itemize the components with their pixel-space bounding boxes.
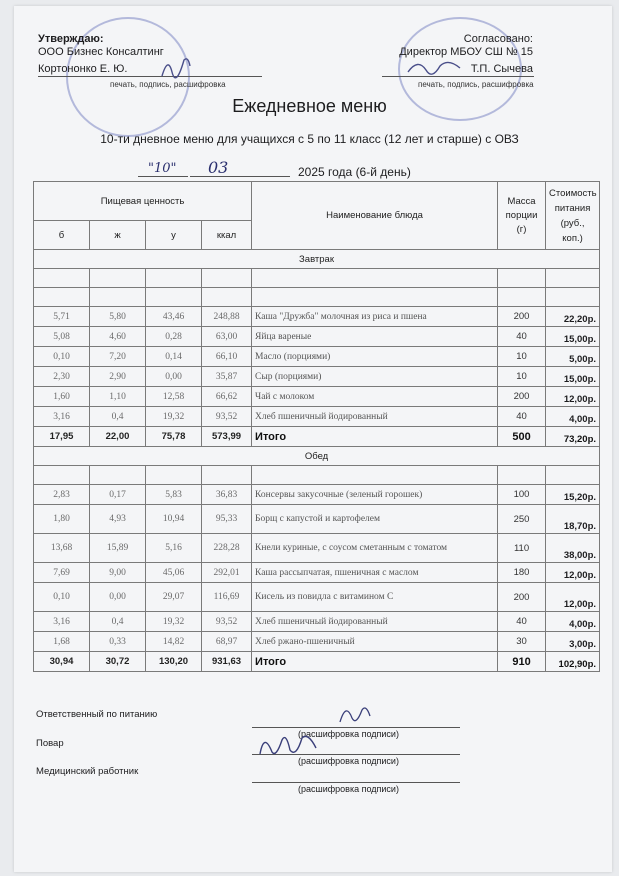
dish-name-cell: Хлеб пшеничный йодированный	[252, 612, 498, 632]
carb-cell: 29,07	[146, 583, 202, 612]
carb-cell: 12,58	[146, 387, 202, 407]
fat-cell: 4,60	[90, 327, 146, 347]
kcal-cell: 93,52	[202, 407, 252, 427]
price-cell: 12,00р.	[546, 563, 600, 583]
carb-cell: 0,00	[146, 367, 202, 387]
total-label: Итого	[252, 427, 498, 447]
dish-name-cell: Хлеб ржано-пшеничный	[252, 632, 498, 652]
approve-caption: печать, подпись, расшифровка	[110, 80, 226, 89]
fat-cell: 4,93	[90, 505, 146, 534]
carb-cell: 19,32	[146, 407, 202, 427]
table-row	[34, 367, 600, 387]
dish-name-cell: Масло (порциями)	[252, 347, 498, 367]
agree-signature-scribble	[404, 56, 464, 82]
fat-cell: 0,00	[90, 583, 146, 612]
fat-cell: 22,00	[90, 427, 146, 447]
mass-cell: 200	[498, 583, 546, 612]
price-cell: 38,00р.	[546, 534, 600, 563]
spacer-row	[34, 269, 600, 288]
protein-header: б	[34, 221, 90, 250]
approve-signature-line	[38, 76, 262, 77]
kcal-cell: 931,63	[202, 652, 252, 672]
kcal-cell: 573,99	[202, 427, 252, 447]
price-cell: 4,00р.	[546, 407, 600, 427]
price-cell: 18,70р.	[546, 505, 600, 534]
fat-cell: 0,4	[90, 612, 146, 632]
nutrition-header: Пищевая ценность	[34, 182, 252, 221]
mass-cell: 10	[498, 347, 546, 367]
dish-name-cell: Борщ с капустой и картофелем	[252, 505, 498, 534]
protein-cell: 2,30	[34, 367, 90, 387]
carb-cell: 19,32	[146, 612, 202, 632]
nutrition-responsible-label: Ответственный по питанию	[36, 709, 158, 720]
price-cell: 3,00р.	[546, 632, 600, 652]
lunch-total-row	[34, 652, 600, 672]
mass-cell: 200	[498, 307, 546, 327]
dish-name-cell: Кнели куриные, с соусом сметанным с томатом	[252, 534, 498, 563]
table-row	[34, 327, 600, 347]
kcal-cell: 116,69	[202, 583, 252, 612]
carb-cell: 0,14	[146, 347, 202, 367]
mass-cell: 500	[498, 427, 546, 447]
nutrition-responsible-signature	[334, 700, 374, 730]
nutrition-responsible-decode: (расшифровка подписи)	[298, 729, 399, 739]
table-row	[34, 612, 600, 632]
agree-caption: печать, подпись, расшифровка	[418, 80, 534, 89]
date-month: 03	[208, 158, 229, 177]
mass-cell: 250	[498, 505, 546, 534]
protein-cell: 1,60	[34, 387, 90, 407]
mass-header: Масса порции (г)	[498, 182, 546, 250]
agree-label: Согласовано:	[463, 33, 533, 45]
carb-cell: 10,94	[146, 505, 202, 534]
dish-name-cell: Яйца вареные	[252, 327, 498, 347]
medic-label: Медицинский работник	[36, 766, 139, 777]
dish-name-cell: Каша "Дружба" молочная из риса и пшена	[252, 307, 498, 327]
table-header-row	[34, 182, 600, 221]
menu-table	[33, 181, 600, 672]
date-day-line	[138, 176, 188, 177]
dish-name-cell: Сыр (порциями)	[252, 367, 498, 387]
table-row	[34, 534, 600, 563]
kcal-cell: 68,97	[202, 632, 252, 652]
fat-cell: 15,89	[90, 534, 146, 563]
table-row	[34, 387, 600, 407]
dish-name-cell: Хлеб пшеничный йодированный	[252, 407, 498, 427]
kcal-cell: 66,62	[202, 387, 252, 407]
dish-header: Наименование блюда	[252, 182, 498, 250]
price-cell: 22,20р.	[546, 307, 600, 327]
price-cell: 15,00р.	[546, 367, 600, 387]
carb-cell: 43,46	[146, 307, 202, 327]
protein-cell: 1,80	[34, 505, 90, 534]
protein-cell: 5,08	[34, 327, 90, 347]
breakfast-section-row	[34, 250, 600, 269]
kcal-cell: 35,87	[202, 367, 252, 387]
fat-cell: 0,33	[90, 632, 146, 652]
fat-cell: 2,90	[90, 367, 146, 387]
agree-position: Директор МБОУ СШ № 15	[399, 46, 533, 58]
price-cell: 12,00р.	[546, 583, 600, 612]
table-row	[34, 505, 600, 534]
protein-cell: 2,83	[34, 485, 90, 505]
table-row	[34, 563, 600, 583]
mass-cell: 10	[498, 367, 546, 387]
spacer-row	[34, 288, 600, 307]
kcal-cell: 292,01	[202, 563, 252, 583]
mass-cell: 40	[498, 612, 546, 632]
protein-cell: 5,71	[34, 307, 90, 327]
table-row	[34, 485, 600, 505]
cook-signature	[256, 728, 320, 762]
carb-cell: 75,78	[146, 427, 202, 447]
protein-cell: 3,16	[34, 407, 90, 427]
fat-cell: 7,20	[90, 347, 146, 367]
page-subtitle: 10-ти дневное меню для учащихся с 5 по 11 класс (12 лет и старше) с ОВЗ	[100, 132, 519, 146]
carb-cell: 0,28	[146, 327, 202, 347]
kcal-cell: 63,00	[202, 327, 252, 347]
mass-cell: 910	[498, 652, 546, 672]
price-cell: 12,00р.	[546, 387, 600, 407]
date-month-line	[190, 176, 290, 177]
kcal-cell: 36,83	[202, 485, 252, 505]
protein-cell: 7,69	[34, 563, 90, 583]
price-cell: 15,20р.	[546, 485, 600, 505]
breakfast-label: Завтрак	[34, 250, 600, 269]
mass-cell: 200	[498, 387, 546, 407]
fat-cell: 30,72	[90, 652, 146, 672]
dish-name-cell: Чай с молоком	[252, 387, 498, 407]
price-cell: 15,00р.	[546, 327, 600, 347]
carb-cell: 130,20	[146, 652, 202, 672]
fat-cell: 1,10	[90, 387, 146, 407]
kcal-cell: 248,88	[202, 307, 252, 327]
mass-cell: 40	[498, 407, 546, 427]
fat-cell: 9,00	[90, 563, 146, 583]
carb-cell: 45,06	[146, 563, 202, 583]
breakfast-total-row	[34, 427, 600, 447]
kcal-cell: 228,28	[202, 534, 252, 563]
kcal-cell: 93,52	[202, 612, 252, 632]
dish-name-cell: Каша рассыпчатая, пшеничная с маслом	[252, 563, 498, 583]
page-title: Ежедневное меню	[232, 96, 387, 116]
cook-decode: (расшифровка подписи)	[298, 756, 399, 766]
approve-org: ООО Бизнес Консалтинг	[38, 46, 164, 58]
price-cell: 102,90р.	[546, 652, 600, 672]
medic-line	[252, 782, 460, 783]
kcal-cell: 95,33	[202, 505, 252, 534]
carb-cell: 5,83	[146, 485, 202, 505]
table-row	[34, 407, 600, 427]
table-row	[34, 583, 600, 612]
mass-cell: 40	[498, 327, 546, 347]
kcal-cell: 66,10	[202, 347, 252, 367]
mass-cell: 110	[498, 534, 546, 563]
approve-signature-scribble	[158, 52, 194, 82]
price-cell: 5,00р.	[546, 347, 600, 367]
protein-cell: 17,95	[34, 427, 90, 447]
kcal-header: ккал	[202, 221, 252, 250]
carb-cell: 5,16	[146, 534, 202, 563]
agree-person: Т.П. Сычева	[470, 63, 533, 75]
fat-cell: 5,80	[90, 307, 146, 327]
protein-cell: 3,16	[34, 612, 90, 632]
cook-label: Повар	[36, 738, 64, 749]
spacer-row	[34, 466, 600, 485]
price-cell: 4,00р.	[546, 612, 600, 632]
dish-name-cell: Консервы закусочные (зеленый горошек)	[252, 485, 498, 505]
mass-cell: 180	[498, 563, 546, 583]
price-cell: 73,20р.	[546, 427, 600, 447]
fat-cell: 0,4	[90, 407, 146, 427]
carb-header: у	[146, 221, 202, 250]
protein-cell: 1,68	[34, 632, 90, 652]
dish-name-cell: Кисель из повидла с витамином С	[252, 583, 498, 612]
mass-cell: 100	[498, 485, 546, 505]
approve-label: Утверждаю:	[38, 33, 104, 45]
date-day: "10"	[148, 161, 177, 176]
protein-cell: 30,94	[34, 652, 90, 672]
protein-cell: 0,10	[34, 583, 90, 612]
fat-header: ж	[90, 221, 146, 250]
table-row	[34, 307, 600, 327]
lunch-label: Обед	[34, 447, 600, 466]
total-label: Итого	[252, 652, 498, 672]
table-row	[34, 632, 600, 652]
table-row	[34, 347, 600, 367]
cost-header: Стоимость питания (руб., коп.)	[546, 182, 600, 250]
carb-cell: 14,82	[146, 632, 202, 652]
lunch-section-row	[34, 447, 600, 466]
date-year: 2025 года (6-й день)	[298, 165, 411, 179]
medic-decode: (расшифровка подписи)	[298, 784, 399, 794]
protein-cell: 13,68	[34, 534, 90, 563]
approve-person: Кортононко Е. Ю.	[38, 63, 128, 75]
protein-cell: 0,10	[34, 347, 90, 367]
mass-cell: 30	[498, 632, 546, 652]
fat-cell: 0,17	[90, 485, 146, 505]
